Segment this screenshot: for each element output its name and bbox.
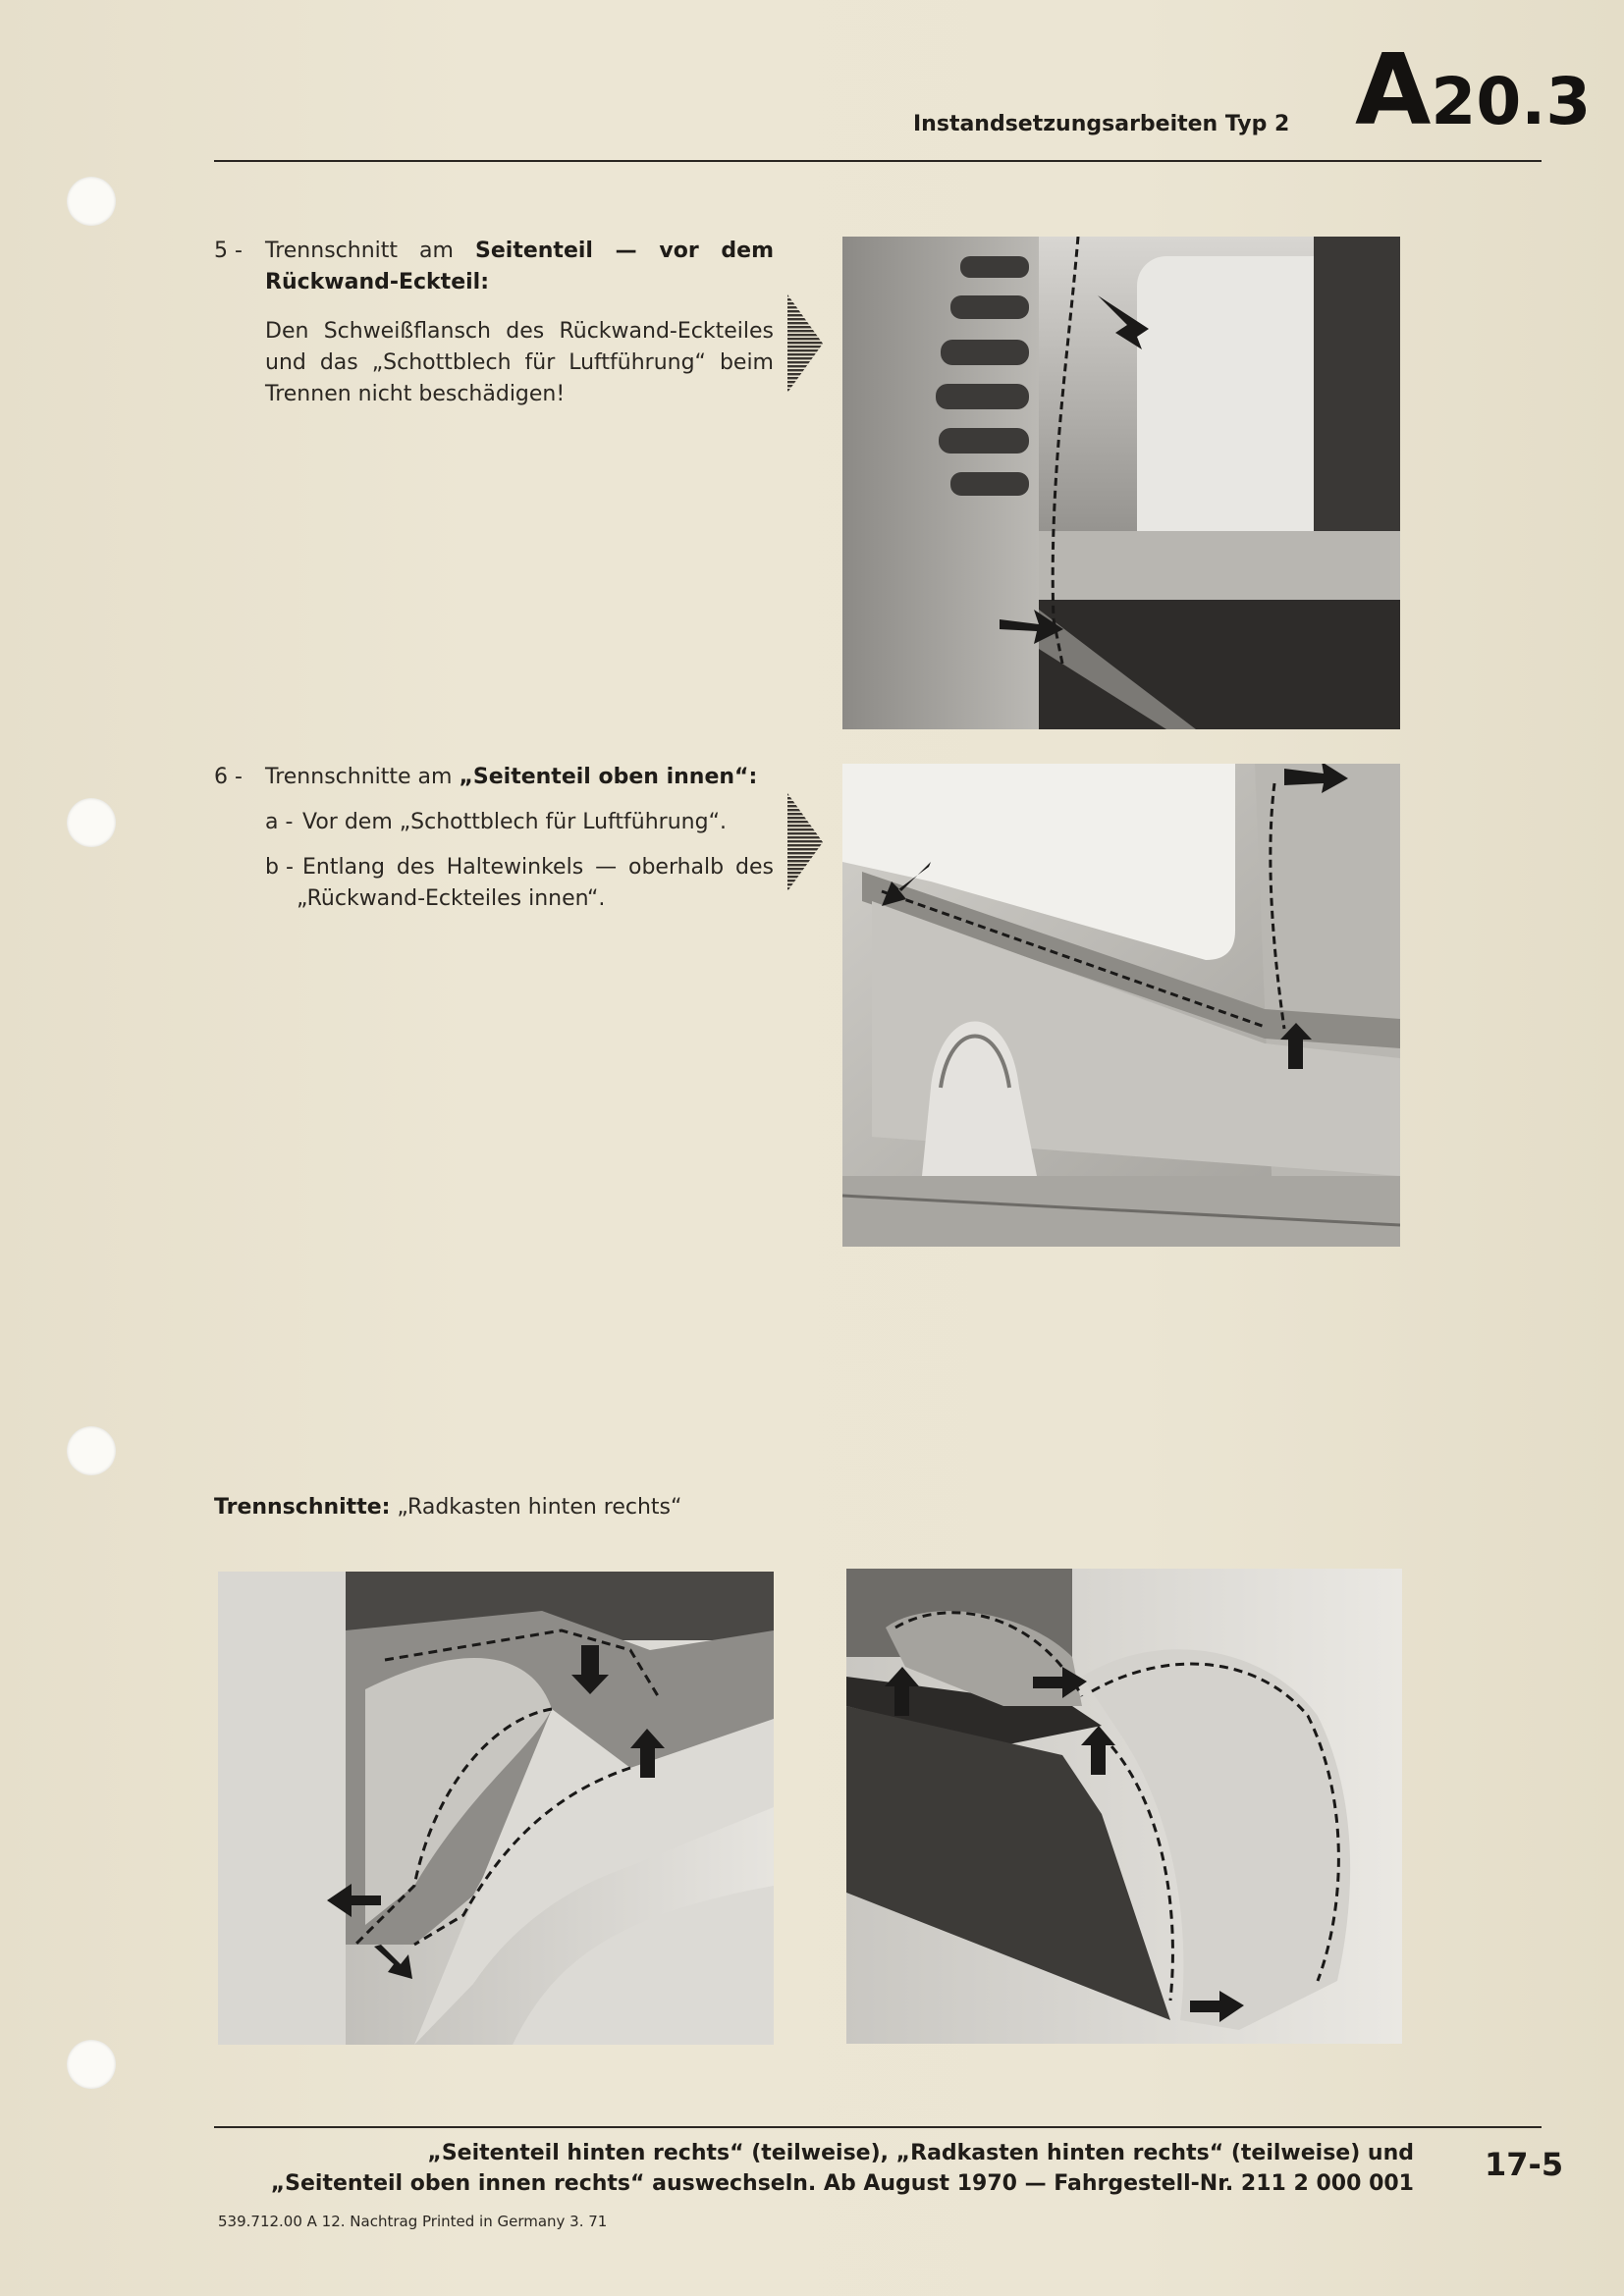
cuts-label xyxy=(214,1492,681,1523)
step-6-b-label: b - xyxy=(265,855,294,880)
cuts-label-text: „Radkasten hinten rechts“ xyxy=(390,1495,682,1520)
step-6-a-label: a - xyxy=(265,810,294,834)
step-5-title-pre: Trennschnitt am xyxy=(265,239,476,263)
footer-rule xyxy=(214,2126,1542,2128)
pointer-triangle-icon xyxy=(787,294,823,393)
step-5-title-bold1: Seitenteil xyxy=(475,239,593,263)
step-6-b-line2: „Rückwand-Eckteiles innen“. xyxy=(297,886,606,911)
section-code-letter: A xyxy=(1355,32,1432,147)
step-6-number: 6 - xyxy=(214,765,243,789)
step-6-title-bold: „Seitenteil oben innen“: xyxy=(459,765,758,789)
step-5 xyxy=(214,236,774,410)
photo-radkasten-left xyxy=(218,1572,774,2045)
footer-title xyxy=(226,2138,1414,2199)
section-code xyxy=(1355,32,1592,147)
step-5-title-mid: — vor dem xyxy=(592,239,774,263)
binder-hole xyxy=(67,177,116,226)
page-number: 17-5 xyxy=(1485,2146,1564,2183)
step-6-title-pre: Trennschnitte am xyxy=(265,765,460,789)
binder-hole xyxy=(67,1426,116,1475)
step-6-a-text: Vor dem „Schottblech für Luftführung“. xyxy=(302,810,727,834)
cuts-label-bold: Trennschnitte: xyxy=(214,1495,391,1520)
step-6-b-line1: Entlang des Haltewinkels — oberhalb des xyxy=(302,855,774,880)
print-info: 539.712.00 A 12. Nachtrag Printed in Germany 3. 71 xyxy=(218,2213,608,2230)
photo-seitenteil-rueckwand-eckteil xyxy=(842,237,1400,729)
pointer-triangle-icon xyxy=(787,793,823,891)
section-code-number: 20.3 xyxy=(1431,64,1592,139)
footer-title-line2: „Seitenteil oben innen rechts“ auswechseln. Ab August 1970 — Fahrgestell-Nr. 211 2 000 001 xyxy=(270,2171,1414,2196)
binder-hole xyxy=(67,2040,116,2089)
step-5-body-3: Trennen nicht beschädigen! xyxy=(265,382,566,406)
section-title: Instandsetzungsarbeiten Typ 2 xyxy=(913,112,1290,136)
step-5-title-bold2: Rückwand-Eckteil: xyxy=(265,270,490,294)
binder-hole xyxy=(67,798,116,847)
header-rule xyxy=(214,160,1542,162)
photo-seitenteil-oben-innen xyxy=(842,764,1400,1247)
step-5-number: 5 - xyxy=(214,239,243,263)
step-6 xyxy=(214,762,774,915)
step-5-body-2: und das „Schottblech für Luftführung“ beim xyxy=(265,350,774,375)
step-5-body-1: Den Schweißflansch des Rückwand-Eckteiles xyxy=(265,319,774,344)
photo-radkasten-right xyxy=(846,1569,1402,2044)
footer-title-line1: „Seitenteil hinten rechts“ (teilweise), „Radkasten hinten rechts“ (teilweise) und xyxy=(427,2141,1414,2165)
